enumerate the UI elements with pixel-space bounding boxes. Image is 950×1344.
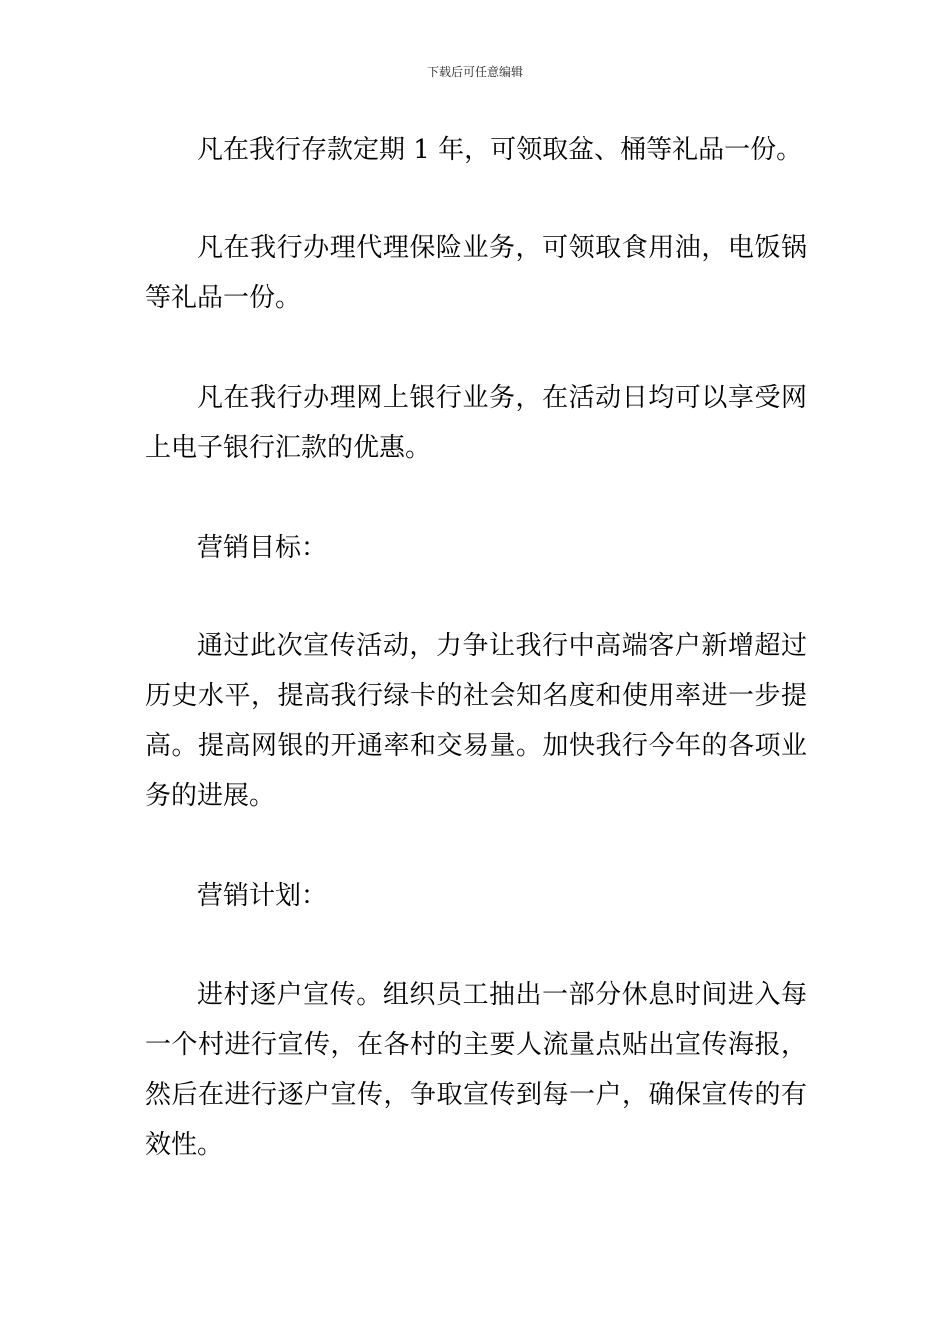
heading-marketing-goal: 营销目标：	[197, 533, 328, 563]
paragraph-insurance-gift: 凡在我行办理代理保险业务，可领取食用油，电饭锅等礼品一份。	[145, 233, 807, 313]
header-note: 下载后可任意编辑	[426, 65, 523, 79]
paragraph-marketing-plan: 进村逐户宣传。组织员工抽出一部分休息时间进入每一个村进行宣传，在各村的主要人流量点贴出宣传海报，然后在进行逐户宣传，争取宣传到每一户，确保宣传的有效性。	[145, 980, 807, 1160]
paragraph-deposit-gift: 凡在我行存款定期 1 年，可领取盆、桶等礼品一份。	[197, 135, 803, 165]
paragraph-online-banking: 凡在我行办理网上银行业务，在活动日均可以享受网上电子银行汇款的优惠。	[145, 383, 807, 463]
heading-marketing-plan: 营销计划：	[197, 881, 328, 911]
paragraph-marketing-goal: 通过此次宣传活动，力争让我行中高端客户新增超过历史水平，提高我行绿卡的社会知名度和使用率进一步提高。提高网银的开通率和交易量。加快我行今年的各项业务的进展。	[145, 631, 807, 811]
